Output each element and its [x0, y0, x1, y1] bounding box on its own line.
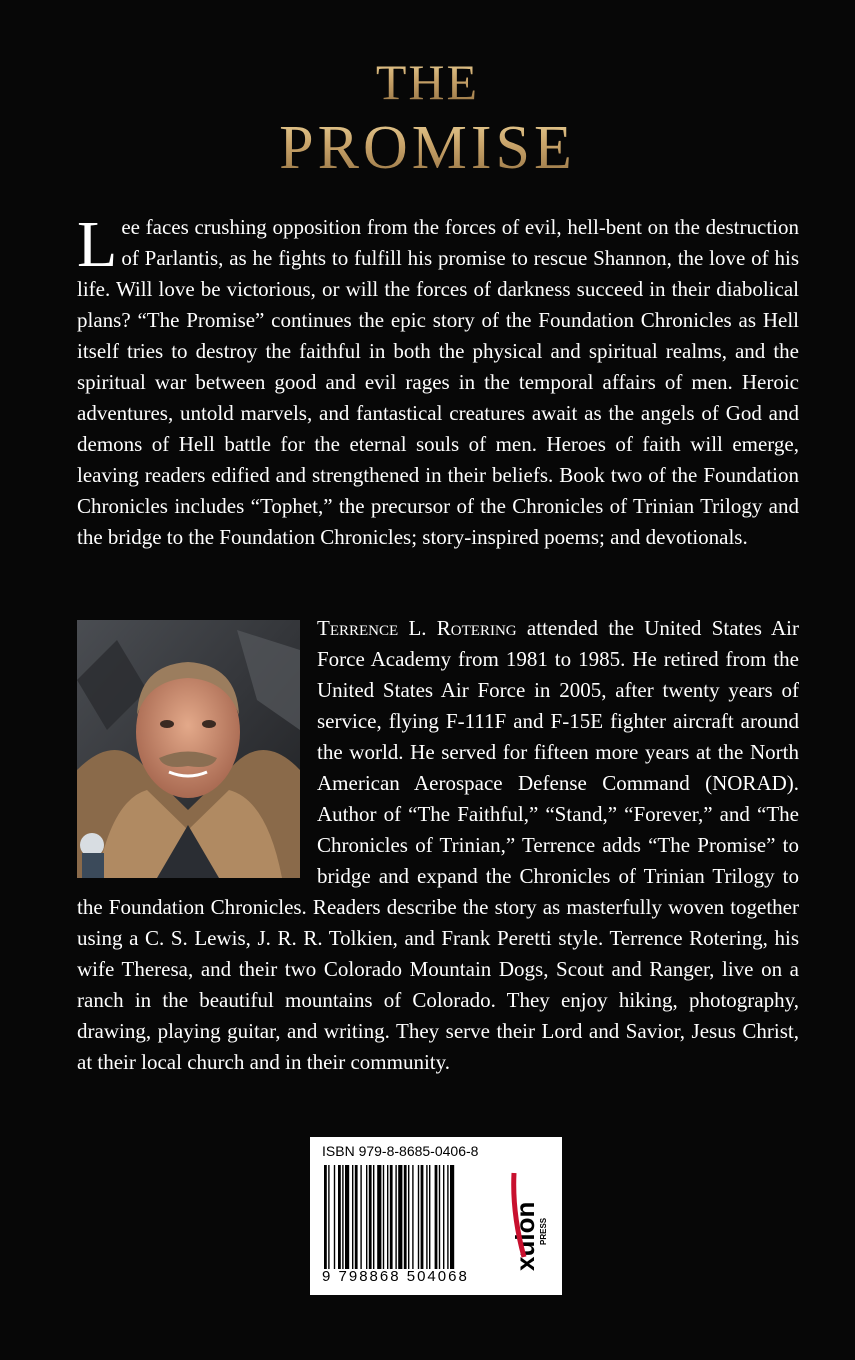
author-bio: [77, 613, 799, 1078]
title-line-promise: PROMISE: [0, 110, 855, 186]
logo-subtext: PRESS: [539, 1217, 548, 1245]
barcode-panel: [310, 1137, 562, 1295]
xulon-press-logo: [510, 1153, 550, 1273]
blurb-dropcap: L: [77, 208, 118, 281]
bio-text: attended the United States Air Force Academy from 1981 to 1985. He retired from the United States Air Force in 2005, after twenty years of service, flying F-111F and F-15E fighter aircraft around the world. He served for fifteen more years at the North American Aerospace Defense Command (NORAD). Author of “The Faithful,” “Stand,” “Forever,” and “The Chronicles of Trinian,” Terrence adds “The Promise” to bridge and expand the Chronicles of Trinian Trilogy to the Foundation Chronicles. Readers describe the story as masterfully woven together using a C. S. Lewis, J. R. R. Tolkien, and Frank Peretti style. Terrence Rotering, his wife Theresa, and their two Colorado Mountain Dogs, Scout and Ranger, live on a ranch in the beautiful mountains of Colorado. They enjoy hiking, photography, drawing, playing guitar, and writing. They serve their Lord and Savior, Jesus Christ, at their local church and in their community.: [77, 616, 799, 1074]
blurb-paragraph: [77, 208, 799, 553]
isbn-label: ISBN 979-8-8685-0406-8: [322, 1143, 479, 1159]
blurb-text: ee faces crushing opposition from the forces of evil, hell-bent on the destruction of Parlantis, as he fights to fulfill his promise to rescue Shannon, the love of his life. Will love be victorious, or will the forces of darkness succeed in their diabolical plans? “The Promise” continues the epic story of the Foundation Chronicles as Hell itself tries to destroy the faithful in both the physical and spiritual realms, and the spiritual war between good and evil rages in the temporal affairs of men. Heroic adventures, untold marvels, and fantastical creatures await as the angels of God and demons of Hell battle for the eternal souls of men. Heroes of faith will emerge, leaving readers edified and strengthened in their beliefs. Book two of the Foundation Chronicles includes “Tophet,” the precursor of the Chronicles of Trinian Trilogy and the bridge to the Foundation Chronicles; story-inspired poems; and devotionals.: [77, 215, 799, 549]
barcode-icon: [322, 1165, 510, 1269]
author-name: Terrence L. Rotering: [317, 616, 517, 640]
logo-wordmark: xulon: [510, 1201, 540, 1271]
barcode-number: 9 798868 504068: [322, 1268, 469, 1285]
title-line-the: THE: [0, 52, 855, 112]
